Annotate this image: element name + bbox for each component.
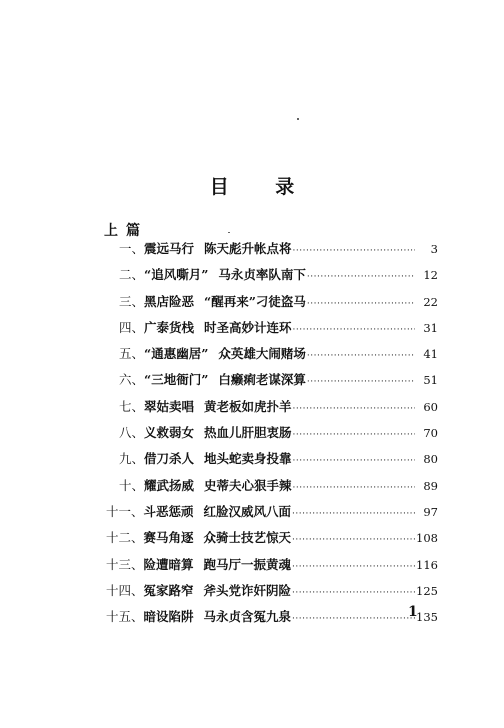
toc-entry[interactable] (106, 578, 438, 604)
toc-entry-page: 89 (423, 478, 438, 493)
toc-entry-subtitle: 地头蛇卖身投靠 (204, 451, 292, 467)
toc-entry[interactable] (106, 315, 438, 341)
dot-leader (292, 501, 415, 525)
toc-entry-subtitle: 跑马厅一振黄魂 (203, 556, 292, 572)
toc-entry-page: 51 (423, 373, 438, 388)
dot-leader (293, 317, 415, 341)
toc-entry[interactable] (106, 262, 438, 288)
toc-entry-page: 60 (423, 399, 438, 414)
toc-entry-number: 十、 (119, 477, 145, 493)
dot-leader (292, 580, 415, 604)
toc-entry-title: 暗设陷阱 (143, 609, 194, 625)
toc-entry-number: 一、 (119, 241, 145, 256)
toc-entry[interactable] (106, 446, 438, 472)
toc-entry-page: 135 (416, 610, 438, 625)
toc-entry-title: 险遭暗算 (143, 556, 194, 572)
dot-leader (293, 238, 415, 262)
toc-entry-number: 六、 (119, 372, 145, 388)
toc-entry-page: 97 (423, 504, 438, 519)
dot-leader (307, 264, 415, 288)
toc-entry-number: 八、 (119, 425, 145, 441)
toc-entry-title: 冤家路窄 (143, 582, 194, 598)
toc-entry[interactable] (106, 289, 438, 315)
toc-entry-number: 七、 (119, 398, 145, 414)
toc-entry-title: 翠姑卖唱 (144, 398, 195, 414)
dot-leader (293, 448, 415, 472)
toc-entry-title: “通惠幽居” (144, 346, 209, 362)
toc-entry-title: 广泰货栈 (144, 319, 195, 335)
toc-entry-number: 三、 (119, 293, 145, 309)
toc-entry-title: 黑店险恶 (144, 293, 195, 309)
toc-entry-number: 二、 (119, 267, 145, 283)
toc-entry-subtitle: 白癞痢老谋深算 (218, 372, 306, 388)
toc-entry-page: 125 (416, 583, 438, 598)
toc-entry-number: 十三、 (106, 556, 144, 572)
dot-leader (292, 606, 415, 630)
toc-entry-number: 十四、 (106, 582, 144, 598)
toc-entry-subtitle: “醒再来”刁徒盗马 (204, 293, 306, 309)
toc-entry-number: 十五、 (106, 609, 144, 625)
page-number: 1 (408, 604, 418, 620)
toc-entry[interactable] (106, 525, 438, 551)
toc-entry-number: 四、 (119, 319, 145, 335)
toc-entry-number: 九、 (119, 451, 145, 467)
dot-leader (307, 343, 415, 367)
toc-entry-subtitle: 马永贞含冤九泉 (203, 609, 292, 625)
section-label: 上篇 (104, 223, 148, 239)
print-speck (297, 118, 299, 120)
dot-leader (293, 422, 415, 446)
toc-entry-number: 十一、 (106, 503, 144, 519)
toc-entry-title: 借刀杀人 (144, 451, 195, 467)
toc-entry[interactable] (106, 473, 438, 499)
toc-entry[interactable] (106, 420, 438, 446)
dot-leader (307, 369, 415, 393)
toc-entry-subtitle: 黄老板如虎扑羊 (204, 398, 292, 414)
toc-entry-subtitle: 热血儿肝胆衷肠 (204, 425, 292, 441)
toc-entry-title: 斗恶惩顽 (143, 503, 194, 519)
toc-entry[interactable] (106, 341, 438, 367)
toc-entry-title: 耀武扬威 (144, 477, 195, 493)
dot-leader (293, 396, 415, 420)
toc-entry-page: 41 (423, 347, 438, 362)
toc-entry-page: 70 (423, 426, 438, 441)
toc-entry-subtitle: 史蒂夫心狠手辣 (204, 477, 292, 493)
toc-entry-page: 31 (423, 320, 438, 335)
dot-leader (307, 291, 415, 315)
toc-entry-subtitle: 众骑士技艺惊天 (203, 530, 292, 546)
toc-entry-title: 义救弱女 (144, 425, 195, 441)
toc-entry[interactable] (106, 604, 438, 630)
dot-leader (292, 554, 415, 578)
toc-entry[interactable] (106, 236, 438, 262)
toc-entry[interactable] (106, 394, 438, 420)
toc-entry-title: “追风嘶月” (144, 267, 209, 283)
toc-entry-subtitle: 陈天彪升帐点将 (204, 241, 292, 256)
toc-entry-number: 五、 (119, 346, 145, 362)
toc-entry-page: 108 (416, 531, 438, 546)
toc-entry-subtitle: 斧头党诈奸阴险 (203, 582, 292, 598)
toc-entry-page: 80 (423, 452, 438, 467)
toc-entry[interactable] (106, 552, 438, 578)
print-speck (228, 232, 230, 233)
page-title: 目 录 (209, 176, 315, 198)
toc-entry-subtitle: 众英雄大闹赌场 (218, 346, 306, 362)
toc-entry-title: 赛马角逐 (143, 530, 194, 546)
toc-entry-number: 十二、 (106, 530, 144, 546)
dot-leader (292, 527, 415, 551)
toc-entry-title: “三地衙门” (144, 372, 209, 388)
toc-entry-page: 3 (430, 242, 438, 256)
toc-entry-page: 22 (423, 294, 438, 309)
toc-entry[interactable] (106, 367, 438, 393)
toc-entry-subtitle: 红脸汉威风八面 (203, 503, 292, 519)
toc-entry-title: 震远马行 (144, 241, 195, 256)
toc-entry-subtitle: 时圣高妙计连环 (204, 319, 292, 335)
toc-entry-subtitle: 马永贞率队南下 (218, 267, 306, 283)
table-of-contents (106, 236, 438, 630)
dot-leader (293, 475, 415, 499)
toc-entry[interactable] (106, 499, 438, 525)
toc-entry-page: 116 (416, 557, 438, 572)
toc-entry-page: 12 (423, 268, 438, 283)
